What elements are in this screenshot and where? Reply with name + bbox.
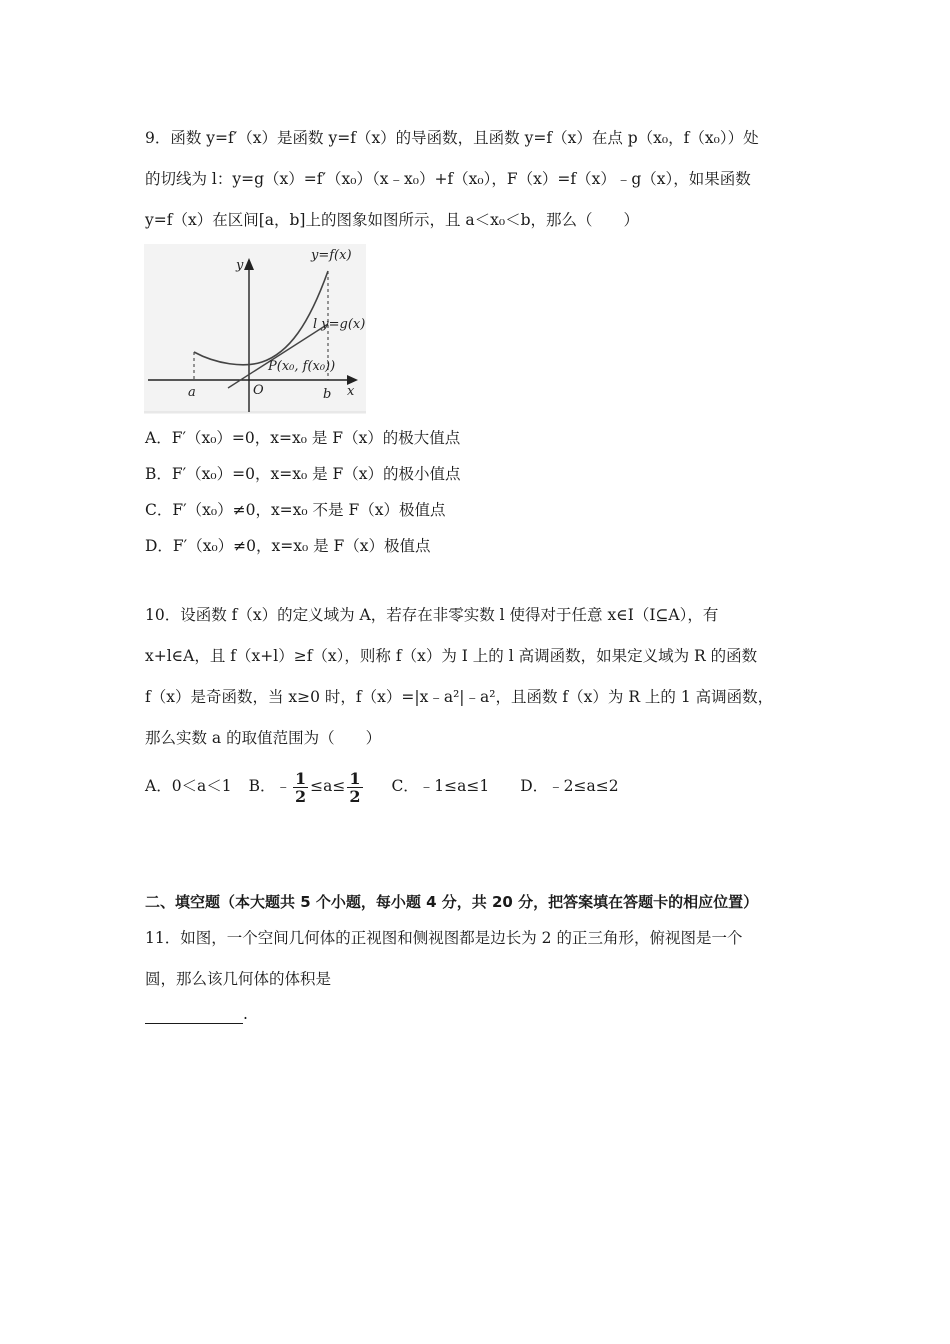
tangent-label: l y=g(x) bbox=[313, 317, 366, 332]
q10-option-b-mid: ≤a≤ bbox=[310, 777, 346, 795]
q10-option-d: D．﹣2≤a≤2 bbox=[520, 777, 619, 795]
y-axis-label: y bbox=[236, 258, 244, 273]
q11-answer-blank[interactable] bbox=[145, 1007, 243, 1024]
q9-option-b: B．F′（x₀）=0，x=x₀ 是 F（x）的极小值点 bbox=[145, 465, 461, 483]
q9-line-1: 9．函数 y=f′（x）是函数 y=f（x）的导函数，且函数 y=f（x）在点 p（x₀，f（x₀））处 bbox=[145, 129, 759, 147]
q10-line-4: 那么实数 a 的取值范围为（ ） bbox=[145, 729, 382, 747]
q10-option-b-fraction-2: $\frac{1}{2}$ bbox=[349, 768, 361, 806]
q9-option-c: C．F′（x₀）≠0，x=x₀ 不是 F（x）极值点 bbox=[145, 501, 446, 519]
q10-line-1: 10．设函数 f（x）的定义域为 A，若存在非零实数 l 使得对于任意 x∈I（I⊆A），有 bbox=[145, 606, 719, 624]
q11-period: . bbox=[243, 1005, 248, 1023]
curve-label: y=f(x) bbox=[311, 248, 352, 263]
q11-line-1: 11．如图，一个空间几何体的正视图和侧视图都是边长为 2 的正三角形，俯视图是一个 bbox=[145, 929, 743, 947]
x-axis-label: x bbox=[347, 384, 355, 399]
q11-line-2: 圆，那么该几何体的体积是 bbox=[145, 970, 332, 988]
section-2-heading: 二、填空题（本大题共 5 个小题，每小题 4 分，共 20 分，把答案填在答题卡的相应位置） bbox=[145, 893, 759, 911]
point-p-label: P(x₀, f(x₀)) bbox=[268, 359, 336, 374]
b-label: b bbox=[323, 387, 332, 402]
q10-line-3: f（x）是奇函数，当 x≥0 时，f（x）=|x﹣a²|﹣a²，且函数 f（x）为 R 上的 1 高调函数， bbox=[145, 688, 774, 706]
q11-answer-line bbox=[145, 1004, 248, 1024]
q10-option-b-fraction-1: $\frac{1}{2}$ bbox=[295, 768, 307, 806]
q9-option-a: A．F′（x₀）=0，x=x₀ 是 F（x）的极大值点 bbox=[145, 429, 461, 447]
origin-label: O bbox=[253, 383, 264, 398]
q9-line-3: y=f（x）在区间[a，b]上的图象如图所示，且 a＜x₀＜b，那么（ ） bbox=[145, 211, 640, 229]
a-label: a bbox=[188, 385, 196, 400]
q10-line-2: x+l∈A，且 f（x+l）≥f（x），则称 f（x）为 I 上的 l 高调函数，如果定义域为 R 的函数 bbox=[145, 647, 758, 665]
q10-option-a: A．0＜a＜1 bbox=[145, 777, 232, 795]
q10-option-b-prefix: B．﹣ bbox=[248, 777, 291, 795]
q9-function-graph bbox=[144, 244, 366, 414]
q10-option-c: C．﹣1≤a≤1 bbox=[391, 777, 490, 795]
q9-option-d: D．F′（x₀）≠0，x=x₀ 是 F（x）极值点 bbox=[145, 537, 431, 555]
q9-line-2: 的切线为 l：y=g（x）=f′（x₀）（x﹣x₀）+f（x₀），F（x）=f（x）﹣g（x），如果函数 bbox=[145, 170, 751, 188]
q10-options bbox=[145, 766, 619, 806]
